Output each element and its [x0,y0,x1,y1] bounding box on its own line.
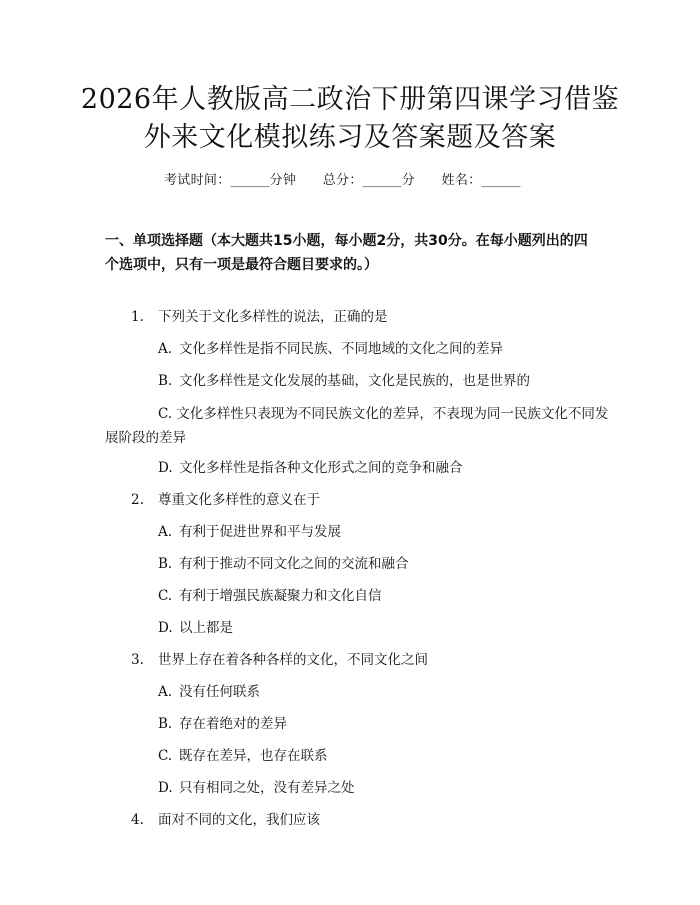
option-2c [158,590,382,604]
question-stem: 面对不同的文化，我们应该 [158,812,320,828]
question-3 [131,654,428,668]
option-letter: D. [158,780,173,796]
doc-title-line2: 外来文化模拟练习及答案题及答案 [143,122,557,153]
option-text: 文化多样性是文化发展的基础，文化是民族的，也是世界的 [179,373,530,389]
option-text: 存在着绝对的差异 [179,716,287,732]
option-2b [158,558,409,572]
score-label: 总分： [322,173,363,188]
option-letter: A. [158,341,173,357]
score-unit: 分 [401,173,415,188]
question-2 [131,494,320,508]
score-blank: ______ [362,173,402,188]
exam-time-unit: 分钟 [269,173,297,188]
option-letter: B. [158,373,173,389]
question-number: 2. [131,492,144,508]
option-3c [158,750,328,764]
option-letter: C. [158,588,173,604]
option-1d [158,462,463,476]
option-1c [105,402,613,450]
question-number: 4. [131,812,144,828]
option-text: 文化多样性是指各种文化形式之间的竞争和融合 [179,460,463,476]
option-letter: C. [158,748,173,764]
exam-time-blank: ______ [230,173,270,188]
option-letter: B. [158,556,173,572]
option-text: 没有任何联系 [179,684,260,700]
option-2d [158,622,233,636]
option-2a [158,526,341,540]
question-stem: 下列关于文化多样性的说法，正确的是 [158,309,388,325]
option-1b [158,375,530,389]
option-letter: A. [158,524,173,540]
option-text: 文化多样性只表现为不同民族文化的差异，不表现为同一民族文化不同发展阶段的差异 [105,406,609,446]
option-letter: D. [158,460,173,476]
exam-time-label: 考试时间： [164,173,231,188]
exam-meta-line [164,169,520,188]
question-4 [131,814,320,828]
option-letter: A. [158,684,173,700]
name-blank: ______ [481,173,521,188]
option-text: 有利于促进世界和平与发展 [179,524,341,540]
option-text: 既存在差异，也存在联系 [179,748,328,764]
option-letter: B. [158,716,173,732]
option-1a [158,343,503,357]
name-label: 姓名： [441,173,482,188]
question-1 [131,311,388,325]
doc-title-line1: 2026年人教版高二政治下册第四课学习借鉴 [80,84,620,115]
option-letter: D. [158,620,173,636]
option-text: 以上都是 [179,620,233,636]
question-number: 1. [131,309,144,325]
option-text: 只有相同之处，没有差异之处 [179,780,355,796]
question-number: 3. [131,652,144,668]
question-stem: 尊重文化多样性的意义在于 [158,492,320,508]
section-heading: 一、单项选择题（本大题共15小题，每小题2分，共30分。在每小题列出的四个选项中，只有一项是最符合题目要求的。） [105,233,588,273]
option-text: 文化多样性是指不同民族、不同地域的文化之间的差异 [179,341,503,357]
option-3d [158,782,355,796]
option-3b [158,718,287,732]
option-text: 有利于增强民族凝聚力和文化自信 [179,588,382,604]
option-3a [158,686,260,700]
question-stem: 世界上存在着各种各样的文化，不同文化之间 [158,652,428,668]
option-text: 有利于推动不同文化之间的交流和融合 [179,556,409,572]
option-letter: C. [158,406,173,422]
